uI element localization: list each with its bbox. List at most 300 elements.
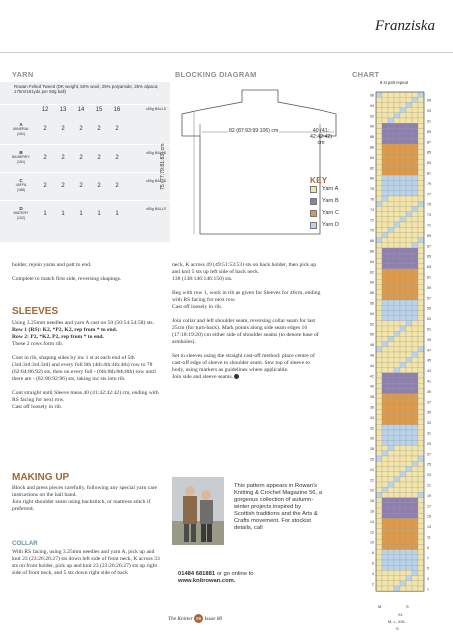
chart-cell (406, 456, 412, 461)
chart-cell (394, 274, 400, 279)
chart-cell (418, 482, 424, 487)
collar-heading: COLLAR (12, 540, 38, 547)
chart-cell (394, 498, 400, 503)
row-number-odd: 15 (427, 514, 431, 519)
chart-cell (412, 544, 418, 549)
chart-cell (412, 498, 418, 503)
chart-cell (400, 331, 406, 336)
chart-cell (388, 544, 394, 549)
paragraph: Cast off loosely in rib. (12, 404, 63, 410)
chart-cell (412, 430, 418, 435)
chart-cell (400, 508, 406, 513)
chart-cell (400, 102, 406, 107)
chart-cell (412, 534, 418, 539)
chart-cell (400, 118, 406, 123)
row-number-odd: 85 (427, 150, 431, 155)
chart-cell (388, 560, 394, 565)
row-number-even: 8 (372, 551, 374, 556)
chart-cell (376, 451, 382, 456)
chart-cell (412, 570, 418, 575)
chart-cell (412, 206, 418, 211)
row-number-even: 66 (370, 249, 374, 254)
chart-cell (412, 284, 418, 289)
chart-cell (376, 347, 382, 352)
chart-cell (400, 128, 406, 133)
key-label: Yarn C (322, 210, 339, 216)
chart-cell (388, 300, 394, 305)
chart-cell (388, 425, 394, 430)
chart-cell (418, 357, 424, 362)
row-number-even: 40 (370, 384, 374, 389)
row-number-even: 54 (370, 311, 374, 316)
chart-cell (400, 196, 406, 201)
chart-cell (388, 518, 394, 523)
yarn-unit: x50g BALLS (146, 107, 166, 111)
paragraph: Cont straight until Sleeve meas 40 (41:42:42:42) cm, ending with RS facing for next row. (12, 390, 159, 403)
chart-cell (388, 232, 394, 237)
chart-cell (406, 586, 412, 591)
chart-cell (418, 92, 424, 97)
chart-cell (400, 238, 406, 243)
chart-cell (406, 529, 412, 534)
chart-cell (412, 466, 418, 471)
row-number-odd: 51 (427, 327, 431, 332)
chart-cell (388, 212, 394, 217)
chart-cell (412, 383, 418, 388)
yarn-row-c (0, 172, 170, 200)
chart-cell (388, 466, 394, 471)
chart-cell (382, 321, 388, 326)
chart-cell (418, 492, 424, 497)
size-header: 16 (113, 107, 121, 113)
chart-cell (406, 513, 412, 518)
chart-cell (388, 336, 394, 341)
chart-cell (394, 534, 400, 539)
chart-cell (382, 149, 388, 154)
chart-cell (406, 425, 412, 430)
chart-cell (400, 477, 406, 482)
chart-cell (388, 238, 394, 243)
yarn-label: C JAFFA (188) (15, 178, 27, 192)
chart-cell (418, 503, 424, 508)
chart-cell (376, 466, 382, 471)
row-number-even: 70 (370, 228, 374, 233)
chart-cell (394, 482, 400, 487)
chart-cell (412, 232, 418, 237)
chart-cell (388, 243, 394, 248)
page-title: Franziska (375, 18, 435, 34)
chart-cell (400, 524, 406, 529)
chart-cell (406, 180, 412, 185)
chart-cell (418, 108, 424, 113)
chart-cell (388, 529, 394, 534)
chart-cell (394, 232, 400, 237)
chart-cell (406, 435, 412, 440)
chart-cell (394, 290, 400, 295)
row-number-odd: 41 (427, 379, 431, 384)
chart-cell (376, 123, 382, 128)
chart-cell (376, 409, 382, 414)
chart-cell (400, 378, 406, 383)
chart-cell (388, 461, 394, 466)
chart-cell (406, 175, 412, 180)
chart-cell (382, 118, 388, 123)
chart-cell (376, 331, 382, 336)
chart-cell (412, 352, 418, 357)
chart-cell (394, 227, 400, 232)
chart-cell (388, 555, 394, 560)
chart-cell (376, 165, 382, 170)
chart-cell (400, 310, 406, 315)
row-number-odd: 61 (427, 275, 431, 280)
chart-cell (382, 518, 388, 523)
chart-cell (412, 487, 418, 492)
chart-cell (388, 201, 394, 206)
chart-cell (418, 565, 424, 570)
chart-cell (418, 420, 424, 425)
chart-cell (412, 92, 418, 97)
chart-cell (376, 248, 382, 253)
key-label: Yarn D (322, 222, 339, 228)
chart-cell (376, 487, 382, 492)
sleeves-text (12, 320, 162, 411)
promo-link[interactable]: www.knitrowan.com. (178, 578, 236, 584)
chart-cell (388, 97, 394, 102)
row-number-even: 38 (370, 395, 374, 400)
chart-cell (394, 238, 400, 243)
yarn-row-b (0, 144, 170, 172)
chart-cell (382, 201, 388, 206)
row-number-odd: 45 (427, 358, 431, 363)
page-number: 99 (196, 616, 202, 621)
chart-cell (418, 310, 424, 315)
chart-cell (376, 399, 382, 404)
chart-cell (406, 227, 412, 232)
chart-cell (406, 170, 412, 175)
chart-cell (388, 165, 394, 170)
chart-cell (382, 206, 388, 211)
chart-cell (400, 539, 406, 544)
chart-cell (388, 420, 394, 425)
chart-cell (382, 565, 388, 570)
chart-cell (394, 253, 400, 258)
chart-cell (394, 503, 400, 508)
chart-cell (376, 472, 382, 477)
chart-cell (388, 217, 394, 222)
chart-cell (412, 165, 418, 170)
chart-bottom-label-mlxxl: M, L, XXL (388, 619, 406, 624)
chart-cell (412, 373, 418, 378)
chart-cell (394, 388, 400, 393)
chart-cell (412, 524, 418, 529)
row-number-odd: 17 (427, 504, 431, 509)
chart-cell (382, 336, 388, 341)
chart-cell (406, 165, 412, 170)
chart-cell (400, 300, 406, 305)
chart-cell (376, 404, 382, 409)
row-number-odd: 3 (427, 577, 429, 582)
paragraph: Complete to match first side, reversing shapings. (12, 276, 122, 282)
chart-cell (382, 264, 388, 269)
chart-cell (394, 446, 400, 451)
chart-cell (412, 149, 418, 154)
chart-cell (418, 316, 424, 321)
text-column-2 (172, 262, 322, 381)
chart-cell (382, 586, 388, 591)
chart-cell (388, 222, 394, 227)
chart-cell (418, 118, 424, 123)
row-number-odd: 31 (427, 431, 431, 436)
chart-cell (376, 310, 382, 315)
chart-cell (388, 570, 394, 575)
chart-cell (376, 154, 382, 159)
chart-cell (382, 446, 388, 451)
chart-cell (406, 570, 412, 575)
chart-cell (412, 446, 418, 451)
chart-cell (376, 378, 382, 383)
paragraph: Cont in rib, shaping sides by inc 1 st at each end of 5th (3rd:3rd:3rd:3rd) and every foll 8th (4th:4th:4th:4th) row to 78 (62:64:86:92) sts, then on every foll - (6th:8th:8th:8th) row until there are - (82:86:92:96) sts, taking inc sts into rib. (12, 355, 156, 382)
chart-cell (400, 243, 406, 248)
chart-cell (412, 435, 418, 440)
paragraph: Block and press pieces carefully, following any special yarn care instructions on the ball band. (12, 485, 158, 498)
chart-cell (418, 149, 424, 154)
chart-cell (418, 581, 424, 586)
chart-cell (406, 420, 412, 425)
chart-cell (382, 316, 388, 321)
chart-cell (412, 238, 418, 243)
chart-cell (388, 258, 394, 263)
chart-cell (400, 92, 406, 97)
chart-cell (400, 466, 406, 471)
chart-cell (376, 175, 382, 180)
chart-cell (382, 524, 388, 529)
chart-cell (418, 539, 424, 544)
row-number-even: 6 (372, 561, 374, 566)
chart-cell (388, 498, 394, 503)
chart-cell (400, 180, 406, 185)
chart-cell (382, 102, 388, 107)
yarn-count: 1 (97, 211, 101, 217)
chart-cell (412, 576, 418, 581)
promo-phone: 01484 681881 (178, 571, 216, 577)
chart-cell (412, 113, 418, 118)
row-number-even: 56 (370, 301, 374, 306)
chart-cell (382, 368, 388, 373)
chart-cell (406, 544, 412, 549)
chart-cell (394, 243, 400, 248)
chart-cell (400, 368, 406, 373)
chart-cell (382, 461, 388, 466)
row-number-odd: 37 (427, 400, 431, 405)
chart-cell (394, 300, 400, 305)
chart-cell (400, 534, 406, 539)
chart-cell (376, 326, 382, 331)
chart-cell (406, 295, 412, 300)
row-number-even: 76 (370, 197, 374, 202)
chart-cell (406, 368, 412, 373)
paragraph: Join collar and left shoulder seam, reversing collar seam for last 25cm (for turn-back). Mark points along side seam edges 16 (17:18:19:20) cm either side of shoulder seams (to denote base of armholes). (172, 318, 319, 345)
chart-cell (382, 503, 388, 508)
chart-cell (412, 362, 418, 367)
size-header: 13 (59, 107, 67, 113)
chart-cell (376, 446, 382, 451)
row-number-even: 78 (370, 187, 374, 192)
chart-cell (382, 529, 388, 534)
chart-cell (382, 196, 388, 201)
chart-cell (382, 399, 388, 404)
key-label: Yarn B (322, 198, 339, 204)
chart-cell (382, 357, 388, 362)
chart-cell (376, 477, 382, 482)
chart-cell (406, 466, 412, 471)
chart-cell (376, 196, 382, 201)
chart-cell (418, 560, 424, 565)
row-number-odd: 1 (427, 587, 429, 592)
chart-cell (388, 321, 394, 326)
row-number-even: 16 (370, 509, 374, 514)
chart-cell (388, 154, 394, 159)
row-number-even: 64 (370, 259, 374, 264)
chart-cell (412, 513, 418, 518)
chart-cell (406, 336, 412, 341)
row-number-even: 86 (370, 145, 374, 150)
row-number-even: 74 (370, 207, 374, 212)
chart-cell (382, 134, 388, 139)
chart-cell (406, 92, 412, 97)
chart-cell (412, 394, 418, 399)
row-number-even: 14 (370, 519, 374, 524)
chart-cell (418, 336, 424, 341)
chart-cell (406, 508, 412, 513)
chart-cell (418, 352, 424, 357)
footer-text: The Knitter (168, 616, 193, 622)
chart-cell (400, 154, 406, 159)
chart-cell (412, 409, 418, 414)
chart-cell (382, 420, 388, 425)
chart-cell (388, 524, 394, 529)
yarn-label: A MINERAL (181) (13, 122, 29, 136)
chart-cell (400, 222, 406, 227)
chart-cell (394, 570, 400, 575)
chart-cell (406, 331, 412, 336)
chart-cell (412, 550, 418, 555)
chart-cell (382, 555, 388, 560)
yarn-heading: YARN (12, 70, 34, 79)
row-number-odd: 73 (427, 213, 431, 218)
chart-cell (394, 394, 400, 399)
chart-cell (388, 388, 394, 393)
yarn-label: B BILBERRY (151) (12, 150, 30, 164)
chart-cell (394, 102, 400, 107)
chart-cell (388, 191, 394, 196)
chart-cell (412, 191, 418, 196)
chart-cell (400, 347, 406, 352)
chart-cell (382, 284, 388, 289)
chart-cell (382, 331, 388, 336)
chart-cell (376, 342, 382, 347)
chart-cell (376, 539, 382, 544)
chart-cell (400, 248, 406, 253)
chart-cell (382, 466, 388, 471)
chart-cell (376, 518, 382, 523)
sleeves-heading: SLEEVES (12, 306, 59, 317)
chart-cell (406, 342, 412, 347)
chart-cell (406, 560, 412, 565)
yarn-count: 2 (61, 126, 65, 132)
chart-cell (382, 487, 388, 492)
swatch (310, 186, 317, 193)
collar-text: With RS facing, using 3.25mm needles and yarn A, pick up and knit 23 (23:26:26:27) sts down left side of front neck, K across 33 sts on front holder, pick up and knit 23 (23:26:26:27) sts up right side of front neck, and 5 sts down right side of back (12, 549, 160, 576)
chart-cell (418, 472, 424, 477)
chart-cell (382, 550, 388, 555)
chart-cell (376, 300, 382, 305)
chart-cell (388, 284, 394, 289)
chart-cell (382, 430, 388, 435)
chart-cell (388, 92, 394, 97)
chart-cell (400, 336, 406, 341)
chart-cell (394, 269, 400, 274)
chart-cell (388, 196, 394, 201)
chart-cell (400, 425, 406, 430)
chart-cell (406, 196, 412, 201)
chart-cell (388, 170, 394, 175)
chart-cell (376, 134, 382, 139)
chart-cell (376, 253, 382, 258)
chart-cell (388, 576, 394, 581)
row-number-odd: 35 (427, 410, 431, 415)
chart-cell (394, 144, 400, 149)
chart-cell (406, 139, 412, 144)
chart-cell (400, 565, 406, 570)
chart-cell (406, 362, 412, 367)
chart-cell (394, 201, 400, 206)
chart-cell (388, 440, 394, 445)
chart-cell (406, 212, 412, 217)
row-number-odd: 69 (427, 233, 431, 238)
chart-cell (394, 425, 400, 430)
chart-cell (388, 414, 394, 419)
chart-cell (388, 347, 394, 352)
chart-cell (412, 227, 418, 232)
chart-cell (388, 326, 394, 331)
chart-cell (406, 274, 412, 279)
chart-cell (382, 352, 388, 357)
row-number-odd: 11 (427, 535, 431, 540)
chart-cell (388, 160, 394, 165)
chart-cell (412, 102, 418, 107)
row-number-odd: 19 (427, 493, 431, 498)
chart-cell (400, 435, 406, 440)
chart-cell (412, 342, 418, 347)
chart-cell (400, 217, 406, 222)
chart-cell (382, 570, 388, 575)
chart-cell (412, 321, 418, 326)
chart-cell (394, 373, 400, 378)
chart-cell (394, 134, 400, 139)
chart-cell (394, 513, 400, 518)
chart-cell (406, 451, 412, 456)
chart-cell (388, 118, 394, 123)
chart-cell (406, 102, 412, 107)
paragraph: Cast off loosely in rib. (172, 304, 223, 310)
row-instruction: Row 2: P2, *K2, P2, rep from * to end. (12, 334, 104, 340)
chart-cell (376, 513, 382, 518)
row-number-odd: 93 (427, 109, 431, 114)
chart-cell (382, 310, 388, 315)
chart-cell (394, 524, 400, 529)
chart-cell (406, 108, 412, 113)
chart-cell (418, 134, 424, 139)
